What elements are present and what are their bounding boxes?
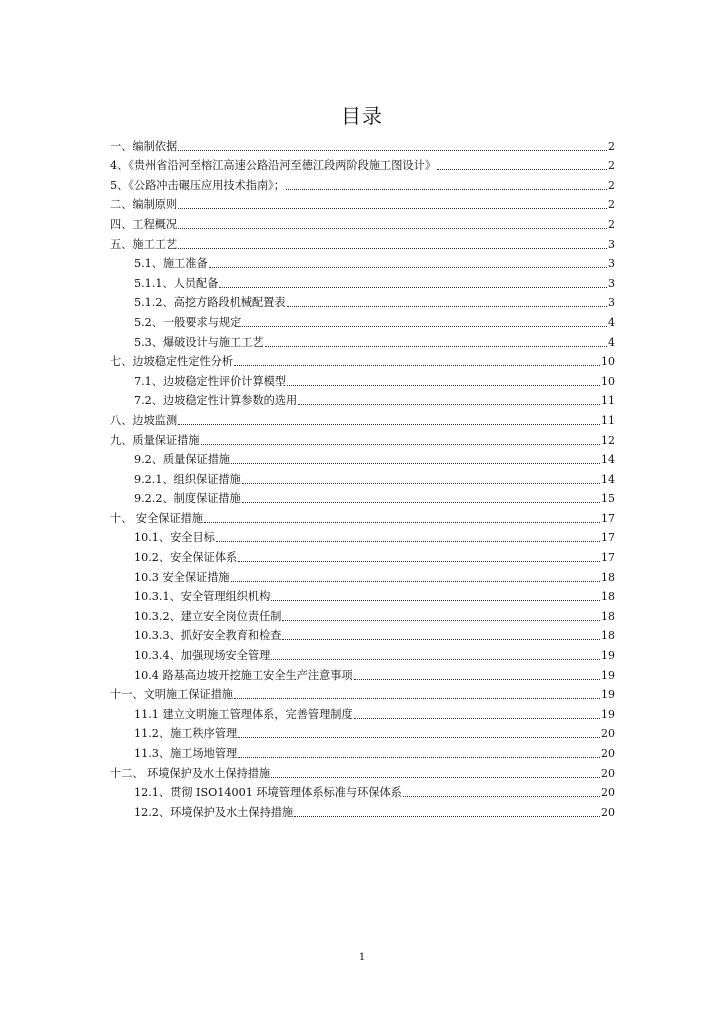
toc-entry-page: 19 — [601, 668, 615, 682]
toc-entry[interactable] — [110, 643, 615, 663]
toc-entry-page: 20 — [601, 786, 615, 800]
toc-entry-label: 5.2、一般要求与规定 — [134, 315, 242, 329]
toc-entry-label: 9.2、质量保证措施 — [134, 453, 231, 467]
toc-entry-label: 11.1 建立文明施工管理体系，完善管理制度 — [134, 707, 353, 721]
toc-entry-page: 18 — [601, 590, 615, 604]
toc-dot-leader — [287, 306, 607, 307]
toc-entry-label: 5.1、施工准备 — [134, 257, 208, 271]
toc-dot-leader — [231, 463, 600, 464]
toc-dot-leader — [271, 600, 600, 601]
toc-entry-label: 7.2、边坡稳定性计算参数的选用 — [134, 394, 298, 408]
toc-entry[interactable] — [110, 506, 615, 526]
toc-entry-page: 10 — [601, 374, 615, 388]
toc-entry[interactable] — [110, 604, 615, 624]
toc-entry-label: 11.3、施工场地管理 — [134, 747, 238, 760]
toc-entry-label: 10.3 安全保证措施 — [134, 570, 230, 584]
toc-entry-label: 12.1、贯彻 ISO14001 环境管理体系标准与环保体系 — [134, 786, 402, 800]
toc-entry-label: 5.1.2、高挖方路段机械配置表 — [134, 296, 286, 310]
toc-entry-label: 四、工程概况 — [110, 217, 178, 231]
toc-dot-leader — [238, 737, 600, 738]
toc-entry-page: 18 — [601, 629, 615, 643]
toc-dot-leader — [178, 228, 607, 229]
toc-entry[interactable] — [110, 781, 615, 801]
toc-dot-leader — [238, 561, 600, 562]
toc-entry-label: 7.1、边坡稳定性评价计算模型 — [134, 374, 287, 388]
toc-entry[interactable] — [110, 232, 615, 252]
toc-entry[interactable] — [110, 291, 615, 311]
toc-entry[interactable] — [110, 526, 615, 546]
toc-entry-page: 18 — [601, 609, 615, 623]
toc-entry-label: 九、质量保证措施 — [110, 433, 200, 447]
toc-entry-label: 十一、文明施工保证措施 — [110, 688, 234, 702]
toc-entry-page: 2 — [608, 198, 615, 212]
toc-entry-page: 20 — [601, 805, 615, 819]
toc-dot-leader — [286, 189, 607, 190]
toc-entry[interactable] — [110, 408, 615, 428]
toc-dot-leader — [219, 287, 607, 288]
toc-entry-label: 10.4 路基高边坡开挖施工安全生产注意事项 — [134, 668, 353, 682]
toc-entry-label: 二、编制原则 — [110, 198, 178, 212]
toc-entry-page: 11 — [601, 394, 615, 408]
toc-entry-page: 17 — [601, 511, 615, 525]
toc-dot-leader — [238, 757, 600, 758]
toc-entry[interactable] — [110, 252, 615, 272]
toc-entry[interactable] — [110, 369, 615, 389]
toc-entry[interactable] — [110, 545, 615, 565]
toc-entry-page: 11 — [601, 413, 615, 427]
toc-entry[interactable] — [110, 761, 615, 781]
toc-entry-label: 11.2、施工秩序管理 — [134, 727, 238, 741]
toc-entry[interactable] — [110, 428, 615, 448]
toc-entry[interactable] — [110, 389, 615, 409]
toc-dot-leader — [354, 679, 600, 680]
toc-entry-label: 9.2.2、制度保证措施 — [134, 492, 241, 506]
toc-entry-page: 2 — [608, 217, 615, 231]
toc-entry[interactable] — [110, 350, 615, 370]
toc-entry-label: 10.2、安全保证体系 — [134, 551, 238, 565]
toc-entry[interactable] — [110, 212, 615, 232]
toc-entry[interactable] — [110, 702, 615, 722]
page-title: 目录 — [341, 104, 383, 128]
toc-entry-page: 12 — [601, 433, 615, 447]
toc-entry-label: 9.2.1、组织保证措施 — [134, 472, 241, 486]
toc-dot-leader — [265, 346, 607, 347]
toc-dot-leader — [437, 169, 607, 170]
toc-entry-page: 2 — [608, 139, 615, 153]
toc-entry-page: 14 — [601, 472, 615, 486]
toc-entry-page: 3 — [608, 276, 615, 290]
toc-entry-page: 3 — [608, 257, 615, 271]
toc-entry[interactable] — [110, 741, 615, 761]
toc-entry-page: 15 — [601, 492, 615, 506]
toc-entry-page: 20 — [601, 727, 615, 741]
toc-entry-label: 五、施工工艺 — [110, 237, 178, 251]
toc-entry-page: 3 — [608, 296, 615, 310]
toc-entry[interactable] — [110, 330, 615, 350]
toc-entry-label: 10.3.1、安全管理组织机构 — [134, 590, 271, 604]
toc-entry-label: 十二、 环境保护及水土保持措施 — [110, 766, 271, 780]
toc-entry-label: 12.2、环境保护及水土保持措施 — [134, 805, 294, 819]
toc-entry[interactable] — [110, 467, 615, 487]
toc-dot-leader — [403, 796, 600, 797]
toc-entry-page: 19 — [601, 707, 615, 721]
toc-entry-label: 5、《公路冲击碾压应用技术指南》； — [110, 178, 285, 192]
toc-entry-label: 一、编制依据 — [110, 139, 178, 153]
toc-entry-page: 3 — [608, 237, 615, 251]
toc-entry-page: 2 — [608, 159, 615, 173]
toc-entry[interactable] — [110, 624, 615, 644]
toc-entry-page: 17 — [601, 551, 615, 565]
toc-entry-label: 八、边坡监测 — [110, 413, 178, 427]
toc-dot-leader — [294, 816, 600, 817]
toc-entry-page: 4 — [608, 335, 615, 349]
toc-entry-page: 2 — [608, 178, 615, 192]
toc-entry-label: 5.3、爆破设计与施工工艺 — [134, 335, 264, 349]
toc-entry-page: 4 — [608, 315, 615, 329]
toc-entry-label: 5.1.1、人员配备 — [134, 276, 219, 290]
toc-entry-label: 10.3.4、加强现场安全管理 — [134, 649, 271, 663]
toc-entry[interactable] — [110, 448, 615, 468]
toc-dot-leader — [271, 777, 600, 778]
toc-dot-leader — [242, 483, 600, 484]
toc-entry[interactable] — [110, 722, 615, 742]
toc-entry[interactable] — [110, 800, 615, 820]
toc-entry-page: 18 — [601, 570, 615, 584]
toc-entry-label: 4、《贵州省沿河至榕江高速公路沿河至德江段两阶段施工图设计》 — [110, 159, 436, 173]
toc-dot-leader — [242, 502, 600, 503]
toc-entry[interactable] — [110, 565, 615, 585]
toc-dot-leader — [287, 385, 600, 386]
toc-dot-leader — [216, 541, 600, 542]
toc-dot-leader — [231, 581, 600, 582]
toc-entry[interactable] — [110, 310, 615, 330]
toc-entry-label: 10.1、安全目标 — [134, 531, 215, 545]
toc-dot-leader — [271, 659, 600, 660]
toc-entry[interactable] — [110, 173, 615, 193]
toc-entry-page: 20 — [601, 766, 615, 780]
toc-dot-leader — [204, 522, 600, 523]
toc-dot-leader — [178, 208, 607, 209]
toc-dot-leader — [178, 248, 607, 249]
toc-dot-leader — [282, 620, 600, 621]
toc-entry-page: 20 — [601, 747, 615, 760]
toc-entry[interactable] — [110, 271, 615, 291]
toc-entry-page: 17 — [601, 531, 615, 545]
page-number: 1 — [358, 952, 366, 963]
toc-dot-leader — [234, 365, 600, 366]
toc-entry-label: 十、 安全保证措施 — [110, 511, 204, 525]
toc-entry-page: 19 — [601, 649, 615, 663]
table-of-contents — [110, 134, 615, 820]
toc-dot-leader — [209, 267, 607, 268]
toc-entry-page: 10 — [601, 355, 615, 369]
toc-entry-label: 10.3.3、抓好安全教育和检查 — [134, 629, 282, 643]
toc-entry[interactable] — [110, 663, 615, 683]
toc-entry[interactable] — [110, 193, 615, 213]
toc-entry[interactable] — [110, 154, 615, 174]
toc-entry-label: 10.3.2、建立安全岗位责任制 — [134, 609, 282, 623]
toc-dot-leader — [234, 698, 600, 699]
toc-entry[interactable] — [110, 683, 615, 703]
toc-entry[interactable] — [110, 585, 615, 605]
toc-entry[interactable] — [110, 487, 615, 507]
toc-entry[interactable] — [110, 134, 615, 154]
toc-dot-leader — [354, 718, 600, 719]
toc-dot-leader — [178, 424, 600, 425]
toc-entry-page: 14 — [601, 453, 615, 467]
toc-dot-leader — [242, 326, 607, 327]
toc-dot-leader — [282, 639, 600, 640]
toc-entry-page: 19 — [601, 688, 615, 702]
toc-entry-label: 七、边坡稳定性定性分析 — [110, 355, 234, 369]
toc-dot-leader — [201, 444, 600, 445]
toc-dot-leader — [298, 404, 600, 405]
toc-dot-leader — [178, 150, 607, 151]
